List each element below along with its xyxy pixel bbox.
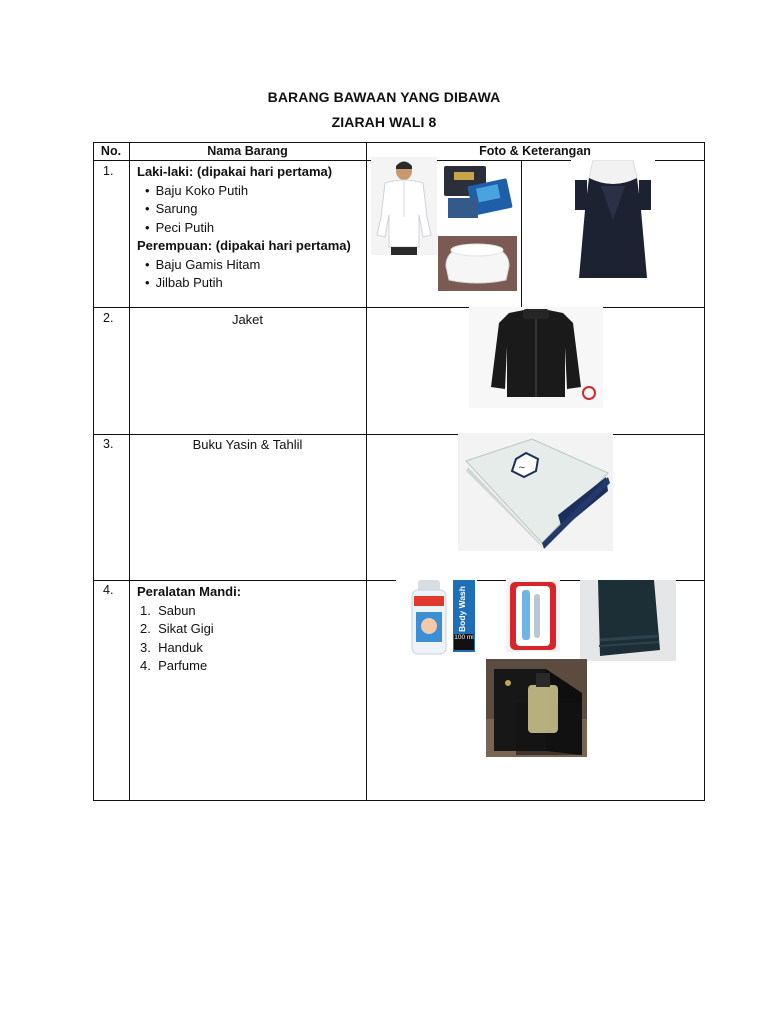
list-item: • Baju Gamis Hitam [145, 256, 365, 275]
photo-gamis-hitam [571, 160, 655, 278]
svg-text:~: ~ [518, 463, 526, 473]
list-item: • Jilbab Putih [145, 274, 365, 293]
document-subtitle: ZIARAH WALI 8 [331, 114, 437, 130]
group-title-women: Perempuan: (dipakai hari pertama) [137, 238, 351, 253]
photo-peci-putih [438, 236, 517, 291]
table-border-right [704, 142, 705, 801]
header-no: No. [100, 144, 122, 158]
photo-baju-koko [371, 157, 437, 255]
list-item: • Baju Koko Putih [145, 182, 365, 201]
row1-item-list [137, 163, 365, 293]
list-item: • Peci Putih [145, 219, 365, 238]
volume-label: 100 ml [454, 634, 474, 650]
row-divider [93, 434, 705, 435]
column-divider [129, 142, 130, 801]
list-item: 2. Sikat Gigi [140, 621, 214, 636]
row-divider [93, 307, 705, 308]
photo-jaket [469, 307, 603, 408]
photo-buku-yasin [458, 433, 613, 551]
row-number: 1. [103, 164, 114, 178]
document-title: BARANG BAWAAN YANG DIBAWA [267, 89, 501, 105]
women-items [137, 256, 365, 293]
list-item: 3. Handuk [140, 639, 203, 655]
photo-cell-divider [521, 160, 522, 307]
list-item: 1. Sabun [140, 602, 196, 618]
row4-item-list [137, 583, 365, 676]
table-border-bottom [93, 800, 705, 801]
photo-sarung [440, 162, 516, 226]
men-items [137, 182, 365, 238]
body-wash-pack [453, 580, 475, 652]
photo-sabun [396, 580, 477, 655]
toiletries-title: Peralatan Mandi: [137, 584, 242, 599]
row-number: 3. [103, 437, 114, 451]
photo-sikat-gigi [506, 580, 560, 652]
group-title-men: Laki-laki: (dipakai hari pertama) [137, 164, 333, 179]
item-name-jaket: Jaket [231, 312, 264, 327]
row-number: 2. [103, 311, 114, 325]
toiletries-items [137, 602, 365, 676]
header-foto-keterangan: Foto & Keterangan [479, 144, 591, 158]
column-divider [366, 142, 367, 801]
table-border-top [93, 142, 705, 143]
table-border-left [93, 142, 94, 801]
item-name-buku-yasin: Buku Yasin & Tahlil [192, 437, 303, 452]
photo-parfume [486, 659, 587, 757]
list-item: 4. Parfume [140, 658, 208, 673]
photo-handuk [580, 580, 676, 661]
body-wash-label: Body Wash [457, 586, 467, 632]
row-number: 4. [103, 583, 114, 597]
list-item: • Sarung [145, 200, 365, 219]
header-nama-barang: Nama Barang [207, 144, 288, 158]
